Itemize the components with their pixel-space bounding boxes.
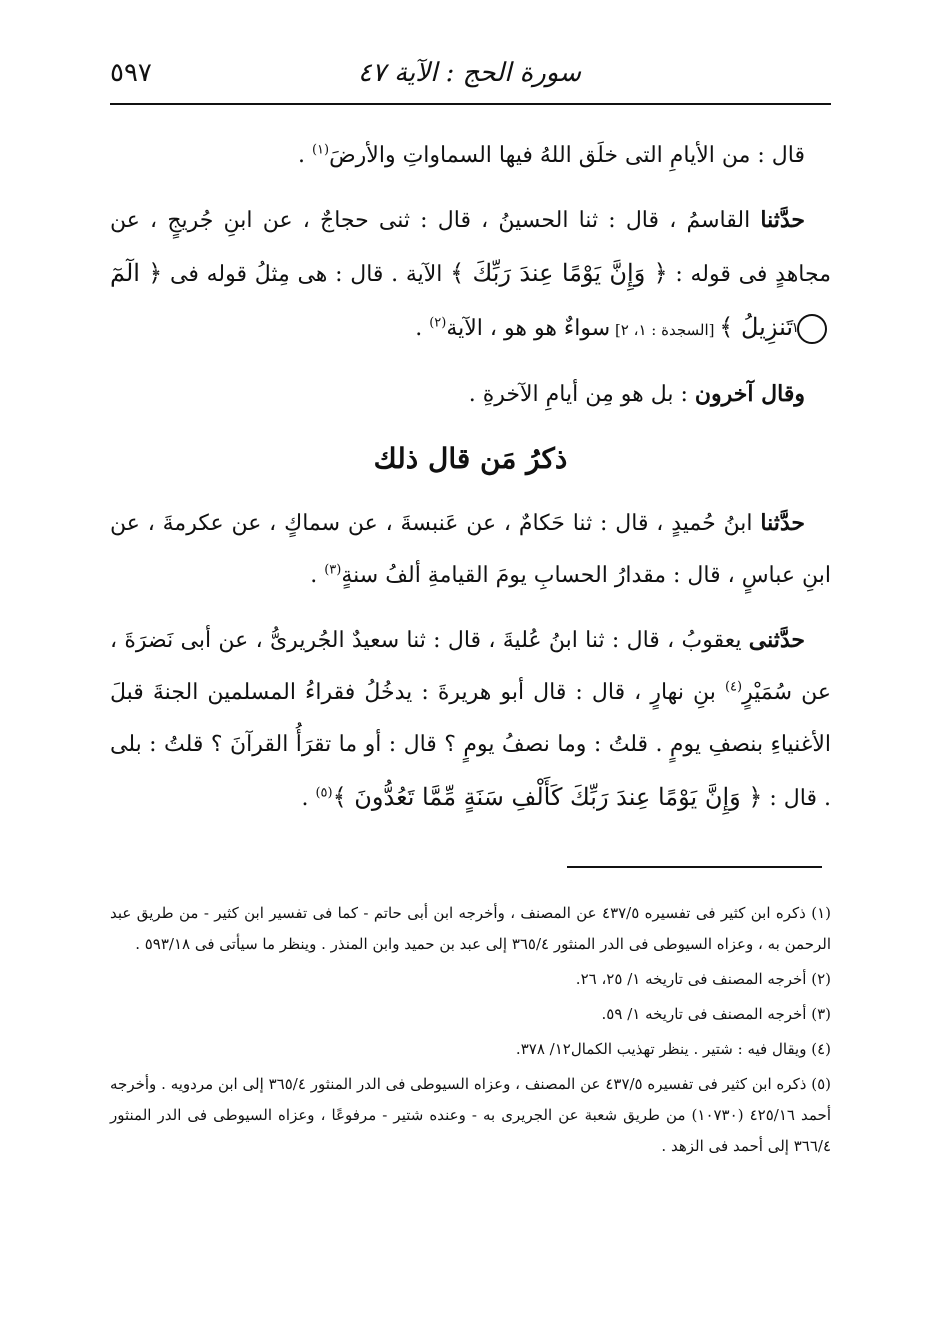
sentence-end: . — [415, 316, 430, 341]
paragraph-text: يعقوبُ ، قال : ثنا ابنُ عُليةَ ، قال : ثنا سعيدٌ الجُريرىُّ ، عن أبى نَضرَةَ ، عن سُمَيْرٍ — [110, 628, 831, 705]
footnote-ref-3: (٣) — [324, 562, 342, 578]
paragraph-text: : بل هو مِن أيامِ الآخرةِ . — [468, 382, 695, 407]
lead-word: وقال آخرون — [694, 381, 805, 407]
footnote-3: (٣) أخرجه المصنف فى تاريخه ١/ ٥٩. — [601, 1005, 831, 1023]
ayah-number-marker: ١ — [797, 314, 827, 344]
footnote-rule — [567, 866, 822, 868]
paragraph-text: قال : من الأيامِ التى خلَق اللهُ فيها السماواتِ والأرضَ — [329, 143, 805, 168]
quran-quote: ﴿ الٓمٓ — [110, 259, 163, 287]
quran-quote: تَنزِيلُ ﴾ — [719, 313, 793, 341]
paragraph-text: سواءٌ هو هو ، الآية — [446, 316, 611, 341]
footnote-4: (٤) ويقال فيه : شتير . ينظر تهذيب الكمال١٢/ ٣٧٨. — [515, 1040, 831, 1058]
page-number: ٥٩٧ — [110, 58, 152, 88]
footnote-5: (٥) ذكره ابن كثير فى تفسيره ٤٣٧/٥ عن المصنف ، وعزاه السيوطى فى الدر المنثور ٣٦٥/٤ إلى ابن مردويه . وأخرجه أحمد ٤٢٥/١٦ (١٠٧٣٠) من طريق شعبة عن الجريرى به - وعنده شتير - مرفوعًا ، وعزاه السيوطى فى الدر المنثور ٣٦٦/٤ إلى أحمد فى الزهد . — [110, 1075, 831, 1155]
quran-quote: ﴿ وَإِنَّ يَوْمًا عِندَ رَبِّكَ كَأَلْفِ سَنَةٍ مِّمَّا تَعُدُّونَ ﴾ — [332, 783, 763, 811]
paragraph-4 — [110, 497, 831, 602]
footnotes — [110, 898, 831, 1166]
paragraph-3 — [110, 368, 831, 421]
paragraph-text: ابنُ حُميدٍ ، قال : ثنا حَكامٌ ، عن عَنبسةَ ، عن سماكٍ ، عن عكرمةَ ، عن ابنِ عباسٍ ، قال : مقدارُ الحسابِ يومَ القيامةِ ألفُ سنةٍ — [110, 511, 831, 588]
surah-reference: [السجدة : ١، ٢] — [610, 321, 720, 339]
sentence-end: . — [297, 143, 312, 168]
header-rule — [110, 103, 831, 105]
footnote-ref-1: (١) — [311, 142, 330, 158]
quran-quote: ﴿ وَإِنَّ يَوْمًا عِندَ رَبِّكَ ﴾ — [450, 259, 668, 287]
footnote-1: (١) ذكره ابن كثير فى تفسيره ٤٣٧/٥ عن المصنف ، وأخرجه ابن أبى حاتم - كما فى تفسير ابن كثير - من طريق عبد الرحمن به ، وعزاه السيوطى فى الدر المنثور ٣٦٥/٤ إلى عبد بن حميد وابن المنذر . وينظر ما سيأتى فى ٥٩٣/١٨ . — [110, 904, 831, 953]
paragraph-1 — [110, 130, 831, 182]
paragraph-2 — [110, 194, 831, 356]
section-heading: ذكرُ مَن قال ذلك — [373, 442, 568, 475]
paragraph-5 — [110, 614, 831, 825]
footnote-ref-4: (٤) — [724, 679, 743, 695]
paragraph-text: الآية . قال : هى مِثلُ قوله فى — [162, 262, 451, 287]
header-title: سورة الحج : الآية ٤٧ — [357, 58, 581, 88]
sentence-end: . — [301, 786, 316, 811]
paragraph-text: القاسمُ ، قال : ثنا الحسينُ ، قال : ثنى حجاجٌ ، عن ابنِ جُريجٍ ، عن مجاهدٍ فى قوله : — [110, 208, 831, 287]
footnote-ref-5: (٥) — [315, 785, 333, 801]
footnote-2: (٢) أخرجه المصنف فى تاريخه ١/ ٢٥، ٢٦. — [575, 970, 831, 988]
lead-word: حدَّثنى — [748, 627, 805, 653]
lead-word: حدَّثنا — [760, 207, 805, 233]
lead-word: حدَّثنا — [760, 510, 805, 536]
footnote-ref-2: (٢) — [429, 315, 447, 331]
main-text — [110, 130, 831, 837]
paragraph-text: بنِ نهارٍ ، قال : قال أبو هريرةَ : يدخُلُ فقراءُ المسلمين الجنةَ قبلَ الأغنياءِ بنصفِ يومٍ . قلتُ : وما نصفُ يومٍ ؟ قال : أو ما تقرَأُ القرآنَ ؟ قلتُ : بلى . قال : — [110, 680, 831, 811]
sentence-end: . — [310, 563, 325, 588]
running-header — [110, 58, 831, 102]
